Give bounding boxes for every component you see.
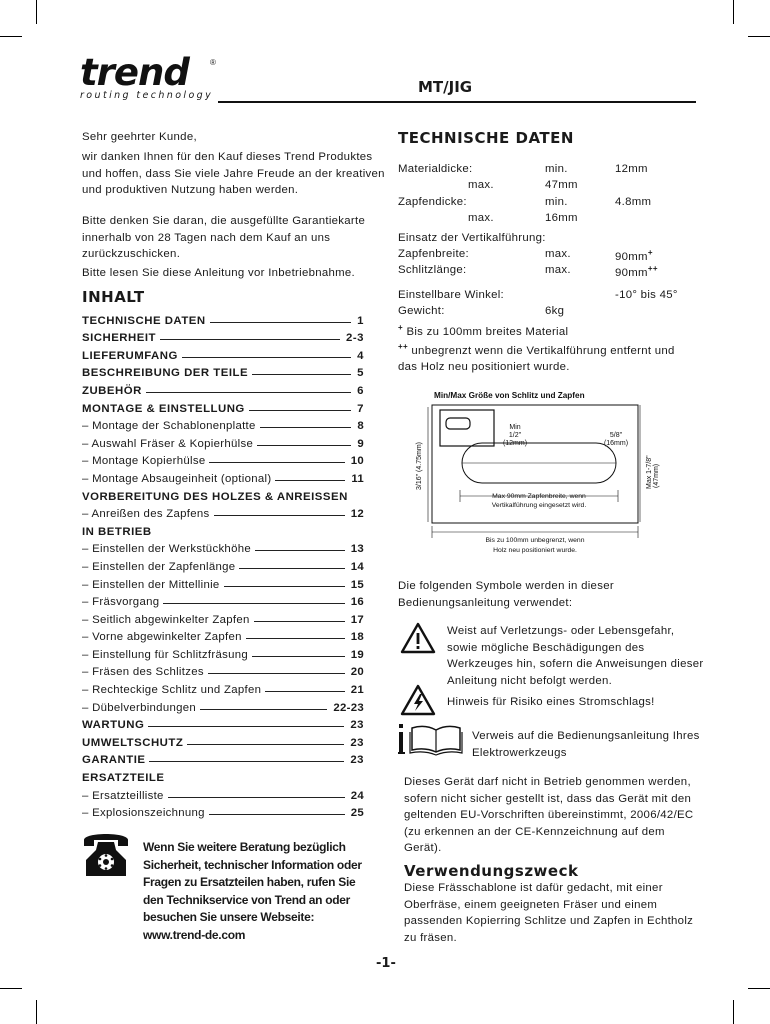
dim-min-mm: (12mm) <box>502 440 528 447</box>
toc-entry-page: 12 <box>350 508 364 521</box>
toc-leader-line <box>265 691 344 692</box>
crop-mark <box>733 1000 734 1024</box>
toc-entry <box>82 749 364 767</box>
usage-heading: Verwendungszweck <box>404 862 579 880</box>
toc-entry-page: 24 <box>350 789 364 802</box>
tenon-max-label: max. <box>468 212 494 224</box>
toc-entry-page: 15 <box>350 578 364 591</box>
toc-entry-page: 23 <box>350 736 364 749</box>
vertical-guide-label: Einsatz der Vertikalführung: <box>398 232 546 244</box>
toc-leader-line <box>160 339 340 340</box>
toc-leader-line <box>255 550 345 551</box>
material-min-value: 12mm <box>615 163 648 175</box>
toc-entry-page: 8 <box>357 420 364 433</box>
toc-entry-page: 7 <box>357 402 364 415</box>
toc-entry-label: IN BETRIEB <box>82 525 152 538</box>
toc-entry <box>82 362 364 380</box>
toc-entry <box>82 450 364 468</box>
tenon-width-value: 90mm+ <box>615 248 653 263</box>
toc-entry-label: – Auswahl Fräser & Kopierhülse <box>82 437 254 450</box>
toc-entry <box>82 467 364 485</box>
toc-entry-label: – Fräsen des Schlitzes <box>82 666 204 679</box>
toc-leader-line <box>210 322 352 323</box>
toc-leader-line <box>249 410 351 411</box>
toc-entry <box>82 503 364 521</box>
angle-label: Einstellbare Winkel: <box>398 289 505 301</box>
toc-entry-label: – Seitlich abgewinkelter Zapfen <box>82 613 250 626</box>
compliance-text: Dieses Gerät darf nicht in Betrieb genommen werden, sofern nicht sicher gestellt ist, dass das Gerät mit den geltenden EU-Vorschriften übereinstimmt, 2006/42/EC (zu erkennen an der CE-Kennzeichnung auf dem Gerät). <box>404 776 694 854</box>
toc-entry-label: – Einstellen der Werkstückhöhe <box>82 543 251 556</box>
toc-entry-label: WARTUNG <box>82 719 145 732</box>
toc-leader-line <box>182 357 351 358</box>
toc-leader-line <box>260 427 352 428</box>
dim-right-inch: 5/8" <box>609 432 623 439</box>
tenon-min-label: min. <box>545 196 568 208</box>
toc-entry <box>82 802 364 820</box>
toc-entry-page: 17 <box>350 613 364 626</box>
toc-entry <box>82 766 364 784</box>
toc-entry <box>82 538 364 556</box>
toc-entry-label: – Vorne abgewinkelter Zapfen <box>82 631 242 644</box>
toc-entry-page: 23 <box>350 719 364 732</box>
toc-leader-line <box>209 462 344 463</box>
specs-heading: TECHNISCHE DATEN <box>398 129 574 147</box>
weight-value: 6kg <box>545 305 565 317</box>
diagram-note-1-line-1: Max 90mm Zapfenbreite, wenn <box>492 493 586 500</box>
toc-entry-label: GARANTIE <box>82 754 146 767</box>
toc-leader-line <box>168 797 345 798</box>
toc-entry-label: – Einstellen der Mittellinie <box>82 578 220 591</box>
warning-icon <box>400 622 436 654</box>
usage-text: Diese Frässchablone ist dafür gedacht, mit einer Oberfräse, einem geeigneten Fräser und einem passenden Kopierring Schlitze und Zapfen in Echtholz zu fräsen. <box>404 882 694 944</box>
toc-entry <box>82 643 364 661</box>
toc-entry <box>82 608 364 626</box>
toc-entry-label: – Rechteckige Schlitz und Zapfen <box>82 684 262 697</box>
toc-entry-page: 14 <box>350 560 364 573</box>
toc-entry <box>82 555 364 573</box>
tenon-width-label: Zapfenbreite: <box>398 248 470 260</box>
toc-entry <box>82 661 364 679</box>
toc-entry <box>82 432 364 450</box>
toc-entry-label: – Einstellen der Zapfenlänge <box>82 560 236 573</box>
toc-entry-label: BESCHREIBUNG DER TEILE <box>82 367 249 380</box>
toc-entry-label: – Explosionszeichnung <box>82 807 205 820</box>
toc-entry-page: 25 <box>350 807 364 820</box>
slot-length-label: Schlitzlänge: <box>398 264 467 276</box>
toc-entry-page: 21 <box>350 684 364 697</box>
toc-entry <box>82 344 364 362</box>
toc-entry-label: – Fräsvorgang <box>82 596 160 609</box>
toc-entry-page: 19 <box>350 648 364 661</box>
intro-paragraph-2: Bitte denken Sie daran, die ausgefüllte Garantiekarte innerhalb von 28 Tagen nach dem Kauf an uns zurückzuschicken. <box>82 215 366 260</box>
manual-text: Verweis auf die Bedienungsanleitung Ihres Elektrowerkzeugs <box>472 730 700 759</box>
toc-entry <box>82 415 364 433</box>
toc-entry <box>82 731 364 749</box>
crop-mark <box>748 988 770 989</box>
toc-entry-label: ERSATZTEILE <box>82 772 165 785</box>
toc-leader-line <box>163 603 344 604</box>
header-rule <box>218 101 696 103</box>
toc-leader-line <box>146 392 351 393</box>
material-max-value: 47mm <box>545 179 578 191</box>
toc-entry <box>82 327 364 345</box>
toc-leader-line <box>275 480 345 481</box>
toc-entry-page: 18 <box>350 631 364 644</box>
toc-entry-label: – Montage Absaugeinheit (optional) <box>82 472 272 485</box>
table-of-contents <box>82 309 364 819</box>
toc-entry-label: UMWELTSCHUTZ <box>82 736 184 749</box>
toc-heading: INHALT <box>82 288 145 306</box>
toc-entry-page: 2-3 <box>346 332 364 345</box>
material-thickness-label: Materialdicke: <box>398 163 473 175</box>
dim-max-label: Max 1-7/8" <box>646 455 653 489</box>
toc-entry <box>82 696 364 714</box>
toc-leader-line <box>187 744 344 745</box>
material-max-label: max. <box>468 179 494 191</box>
toc-entry-page: 4 <box>357 349 364 362</box>
electric-shock-text: Hinweis für Risiko eines Stromschlags! <box>447 696 655 708</box>
diagram-title: Min/Max Größe von Schlitz und Zapfen <box>434 391 585 400</box>
dim-min-label: Min <box>509 424 521 431</box>
toc-leader-line <box>257 445 351 446</box>
toc-entry-page: 13 <box>350 543 364 556</box>
toc-leader-line <box>214 515 345 516</box>
toc-leader-line <box>149 761 344 762</box>
diagram-note-1-line-2: Vertikalführung eingesetzt wird. <box>491 502 587 509</box>
telephone-icon <box>80 826 132 882</box>
toc-entry <box>82 678 364 696</box>
contact-info: Wenn Sie weitere Beratung bezüglich Sicherheit, technischer Information oder Fragen zu Ersatzteilen haben, rufen Sie den Technikservice von Trend an oder besuchen Sie unsere Webseite: www.trend-de.com <box>143 840 362 942</box>
slot-length-max-label: max. <box>545 264 571 276</box>
footnote-2: ++ unbegrenzt wenn die Vertikalführung entfernt und das Holz neu positioniert wurde. <box>398 342 675 374</box>
toc-entry-label: LIEFERUMFANG <box>82 349 178 362</box>
crop-mark <box>0 988 22 989</box>
toc-entry-label: – Einstellung für Schlitzfräsung <box>82 648 248 661</box>
crop-mark <box>36 0 37 24</box>
slot-length-value: 90mm++ <box>615 264 658 279</box>
toc-entry-page: 1 <box>357 314 364 327</box>
toc-entry-label: TECHNISCHE DATEN <box>82 314 206 327</box>
toc-entry <box>82 626 364 644</box>
intro-paragraph-3: Bitte lesen Sie diese Anleitung vor Inbetriebnahme. <box>82 267 356 279</box>
greeting: Sehr geehrter Kunde, <box>82 131 197 143</box>
toc-leader-line <box>200 709 327 710</box>
electric-shock-icon <box>400 684 436 716</box>
toc-leader-line <box>252 656 345 657</box>
brand-logo <box>80 51 220 101</box>
toc-leader-line <box>254 621 345 622</box>
tenon-thickness-label: Zapfendicke: <box>398 196 467 208</box>
toc-entry-page: 11 <box>351 472 364 485</box>
toc-leader-line <box>209 814 345 815</box>
toc-leader-line <box>224 586 345 587</box>
toc-entry-page: 22-23 <box>333 701 364 714</box>
toc-leader-line <box>246 638 345 639</box>
material-min-label: min. <box>545 163 568 175</box>
toc-entry <box>82 379 364 397</box>
toc-entry-label: MONTAGE & EINSTELLUNG <box>82 402 245 415</box>
toc-entry-page: 16 <box>350 596 364 609</box>
toc-entry <box>82 714 364 732</box>
angle-value: -10° bis 45° <box>615 289 678 301</box>
toc-entry <box>82 784 364 802</box>
crop-mark <box>733 0 734 24</box>
toc-entry <box>82 520 364 538</box>
dim-right-mm: (16mm) <box>603 440 629 447</box>
model-title: MT/JIG <box>418 78 473 96</box>
toc-entry-label: – Ersatzteilliste <box>82 789 164 802</box>
toc-entry-label: SICHERHEIT <box>82 332 156 345</box>
toc-entry-page: 10 <box>350 455 364 468</box>
tenon-max-value: 16mm <box>545 212 578 224</box>
toc-entry-page: 6 <box>357 384 364 397</box>
dim-min-inch: 1/2" <box>508 432 522 439</box>
tenon-slot-diagram <box>412 386 660 558</box>
tenon-min-value: 4.8mm <box>615 196 652 208</box>
crop-mark <box>36 1000 37 1024</box>
tenon-width-max-label: max. <box>545 248 571 260</box>
toc-entry <box>82 591 364 609</box>
footnote-1: + Bis zu 100mm breites Material <box>398 323 569 338</box>
toc-leader-line <box>208 673 345 674</box>
registered-mark: ® <box>210 58 216 67</box>
dim-max-mm: (47mm) <box>653 463 660 488</box>
toc-entry-label: – Montage der Schablonenplatte <box>82 420 256 433</box>
intro-paragraph-1: wir danken Ihnen für den Kauf dieses Trend Produktes und hoffen, dass Sie viele Jahre Freude an der kreativen und produktiven Nutzung haben werden. <box>82 151 385 196</box>
toc-entry <box>82 397 364 415</box>
symbols-intro: Die folgenden Symbole werden in dieser Bedienungsanleitung verwendet: <box>398 580 614 609</box>
diagram-note-2-line-1: Bis zu 100mm unbegrenzt, wenn <box>485 537 585 544</box>
toc-entry-label: – Anreißen des Zapfens <box>82 508 210 521</box>
weight-label: Gewicht: <box>398 305 445 317</box>
toc-leader-line <box>252 374 351 375</box>
logo-wordmark: trend <box>80 51 189 94</box>
toc-entry-label: – Montage Kopierhülse <box>82 455 206 468</box>
toc-entry <box>82 485 364 503</box>
manual-icon <box>398 722 466 758</box>
warning-text: Weist auf Verletzungs- oder Lebensgefahr, sowie mögliche Beschädigungen des Werkzeuges hin, sofern die Anweisungen dieser Anleitung nicht befolgt werden. <box>447 625 704 687</box>
logo-tagline: routing technology <box>80 90 214 101</box>
toc-entry-page: 5 <box>357 367 364 380</box>
page-number: -1- <box>376 956 396 971</box>
dim-left-label: 3/16" (4.75mm) <box>416 441 423 490</box>
toc-leader-line <box>239 568 344 569</box>
toc-entry-page: 23 <box>350 754 364 767</box>
diagram-note-2-line-2: Holz neu positioniert wurde. <box>493 547 577 554</box>
toc-entry <box>82 573 364 591</box>
toc-entry-label: VORBEREITUNG DES HOLZES & ANREISSEN <box>82 490 348 503</box>
toc-entry <box>82 309 364 327</box>
crop-mark <box>748 36 770 37</box>
toc-entry-page: 20 <box>350 666 364 679</box>
toc-entry-page: 9 <box>357 437 364 450</box>
toc-entry-label: ZUBEHÖR <box>82 384 142 397</box>
toc-entry-label: – Dübelverbindungen <box>82 701 196 714</box>
toc-leader-line <box>148 726 344 727</box>
crop-mark <box>0 36 22 37</box>
